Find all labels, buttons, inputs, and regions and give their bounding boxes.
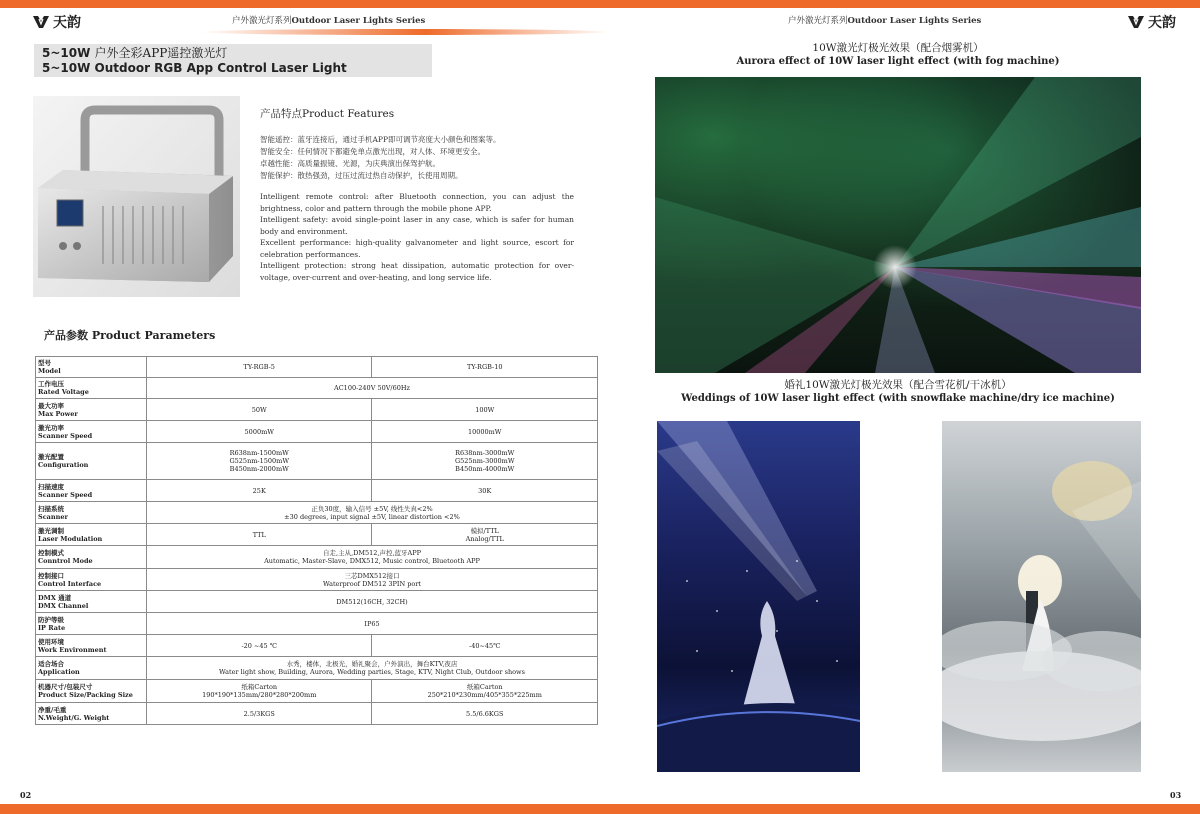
param-label: 净重/毛重 N.Weight/G. Weight [36, 703, 147, 725]
table-row [36, 480, 598, 502]
aurora-caption-cn: 10W激光灯极光效果（配合烟雾机） [812, 42, 984, 54]
table-row [36, 443, 598, 480]
param-value: 25K [147, 480, 372, 502]
product-title-power: 5~10W [42, 46, 91, 60]
product-title-cn: 户外全彩APP遥控激光灯 [94, 46, 228, 60]
brand-mark-icon [32, 15, 50, 29]
param-label: 型号 Model [36, 357, 147, 378]
feature-en-line: Excellent performance: high-quality galvanometer and light source, escort for celebration performances. [260, 238, 574, 259]
brand-logo-left [32, 12, 81, 32]
features-heading [260, 106, 394, 121]
wedding-laser-icon [657, 421, 860, 772]
feature-en-line: Intelligent remote control: after Bluetooth connection, you can adjust the brightness, color and pattern through the mobile phone APP. [260, 192, 574, 213]
product-title-line2: 5~10W Outdoor RGB App Control Laser Light [42, 61, 347, 75]
table-row [36, 613, 598, 635]
param-label: 激光功率 Scanner Speed [36, 421, 147, 443]
table-row [36, 399, 598, 421]
header-series-cn: 户外激光灯系列 [232, 16, 292, 26]
param-label: 防护等级 IP Rate [36, 613, 147, 635]
wedding-caption-cn: 婚礼10W激光灯极光效果（配合雪花机/干冰机） [784, 379, 1012, 391]
aurora-caption-en: Aurora effect of 10W laser light effect (with fog machine) [736, 56, 1060, 67]
table-row [36, 378, 598, 399]
header-series-en: Outdoor Laser Lights Series [291, 16, 426, 26]
aurora-laser-icon [655, 77, 1141, 373]
table-row [36, 591, 598, 613]
param-value: 10000mW [372, 421, 598, 443]
param-value: 纸箱Carton 250*210*230mm/405*355*225mm [372, 680, 598, 703]
param-label: 激光配置 Configuration [36, 443, 147, 480]
param-value: 模拟/TTL Analog/TTL [372, 524, 598, 546]
product-photo [33, 96, 240, 297]
features-heading-en: Product Features [302, 108, 395, 120]
features-en-list [260, 191, 574, 283]
param-value: TTL [147, 524, 372, 546]
page-number-left: 02 [20, 790, 32, 800]
param-value: 5.5/6.6KGS [372, 703, 598, 725]
param-value: 纸箱Carton 190*190*135mm/280*280*200mm [147, 680, 372, 703]
param-value: AC100-240V 50V/60Hz [147, 378, 598, 399]
brand-name: 天韵 [1148, 15, 1176, 31]
feature-cn-line: 智能遥控：蓝牙连接后，通过手机APP即可调节亮度大小颜色和图案等。 [260, 135, 501, 144]
params-heading-en: Product Parameters [91, 329, 216, 342]
table-row [36, 546, 598, 569]
param-value: 100W [372, 399, 598, 421]
table-row [36, 569, 598, 591]
param-label: 适合场合 Application [36, 657, 147, 680]
wedding-photo-blue [657, 421, 860, 772]
table-row [36, 657, 598, 680]
param-value: 正负30度，输入信号 ±5V, 线性失真<2% ±30 degrees, input signal ±5V, linear distortion <2% [147, 502, 598, 524]
param-label: 机器尺寸/包装尺寸 Product Size/Packing Size [36, 680, 147, 703]
feature-cn-line: 智能保护：散热强劲，过压过流过热自动保护，长使用周期。 [260, 171, 463, 180]
param-value: R638nm-3000mW G525nm-3000mW B450nm-4000mW [372, 443, 598, 480]
param-value: 水秀，楼体，北极光，婚礼聚会，户外演出，舞台KTV,夜店 Water light show, Building, Aurora, Wedding parties, Stage, KTV, Night Club, Outdoor shows [147, 657, 598, 680]
wedding-photo-dryice [942, 421, 1141, 772]
brand-name: 天韵 [53, 15, 81, 31]
param-value: IP65 [147, 613, 598, 635]
features-heading-cn: 产品特点 [260, 108, 302, 120]
param-value: R638nm-1500mW G525nm-1500mW B450nm-2000mW [147, 443, 372, 480]
bottom-accent-bar [0, 804, 1200, 814]
table-row [36, 680, 598, 703]
params-heading [44, 327, 215, 343]
param-label: 扫描系统 Scanner [36, 502, 147, 524]
top-accent-bar [0, 0, 1200, 8]
params-heading-cn: 产品参数 [44, 329, 88, 342]
table-row [36, 524, 598, 546]
feature-en-line: Intelligent safety: avoid single-point laser in any case, which is safer for human body and environment. [260, 215, 574, 236]
table-row [36, 502, 598, 524]
product-title-box [34, 44, 432, 77]
laser-projector-icon [33, 96, 240, 297]
param-value: -20 ~45 ℃ [147, 635, 372, 657]
param-value: TY-RGB-5 [147, 357, 372, 378]
wedding-caption [655, 378, 1141, 406]
param-value: DM512(16CH, 32CH) [147, 591, 598, 613]
header-series-en: Outdoor Laser Lights Series [847, 16, 982, 26]
brand-mark-icon [1127, 15, 1145, 29]
param-label: 激光调制 Laser Modulation [36, 524, 147, 546]
param-label: DMX 通道 DMX Channel [36, 591, 147, 613]
header-series-right [788, 14, 981, 26]
brand-logo-right [1127, 12, 1176, 32]
param-value: -40~45℃ [372, 635, 598, 657]
table-row [36, 635, 598, 657]
param-value: 自走,主从,DM512,声控,蓝牙APP Automatic, Master-Slave, DMX512, Music control, Bluetooth APP [147, 546, 598, 569]
page-number-right: 03 [1170, 790, 1182, 800]
features-cn-list [260, 134, 501, 182]
param-value: 50W [147, 399, 372, 421]
header-series-cn: 户外激光灯系列 [788, 16, 848, 26]
param-label: 控制模式 Conntrol Mode [36, 546, 147, 569]
header-series-left [232, 14, 425, 26]
aurora-photo [655, 77, 1141, 373]
top-white-strip [0, 8, 1200, 12]
param-value: 2.5/3KGS [147, 703, 372, 725]
param-label: 扫描速度 Scanner Speed [36, 480, 147, 502]
param-value: 5000mW [147, 421, 372, 443]
param-label: 最大功率 Max Power [36, 399, 147, 421]
product-title-line1 [42, 46, 424, 61]
wedding-dryice-icon [942, 421, 1141, 772]
param-value: TY-RGB-10 [372, 357, 598, 378]
param-label: 使用环境 Work Environment [36, 635, 147, 657]
params-table [35, 356, 598, 725]
param-label: 工作电压 Rated Voltage [36, 378, 147, 399]
param-label: 控制接口 Control Interface [36, 569, 147, 591]
feature-cn-line: 智能安全：任何情况下都避免单点激光出现，对人体、环境更安全。 [260, 147, 485, 156]
wedding-caption-en: Weddings of 10W laser light effect (with snowflake machine/dry ice machine) [681, 393, 1115, 404]
table-row [36, 357, 598, 378]
aurora-caption [655, 41, 1141, 69]
header-swoosh [200, 29, 610, 35]
param-value: 三芯DMX512接口 Waterproof DM512 3PIN port [147, 569, 598, 591]
table-row [36, 421, 598, 443]
feature-cn-line: 卓越性能：高质量振镜、光源，为庆典演出保驾护航。 [260, 159, 440, 168]
table-row [36, 703, 598, 725]
param-value: 30K [372, 480, 598, 502]
feature-en-line: Intelligent protection: strong heat dissipation, automatic protection for over-voltage, over-current and over-heating, and long service life. [260, 261, 574, 282]
